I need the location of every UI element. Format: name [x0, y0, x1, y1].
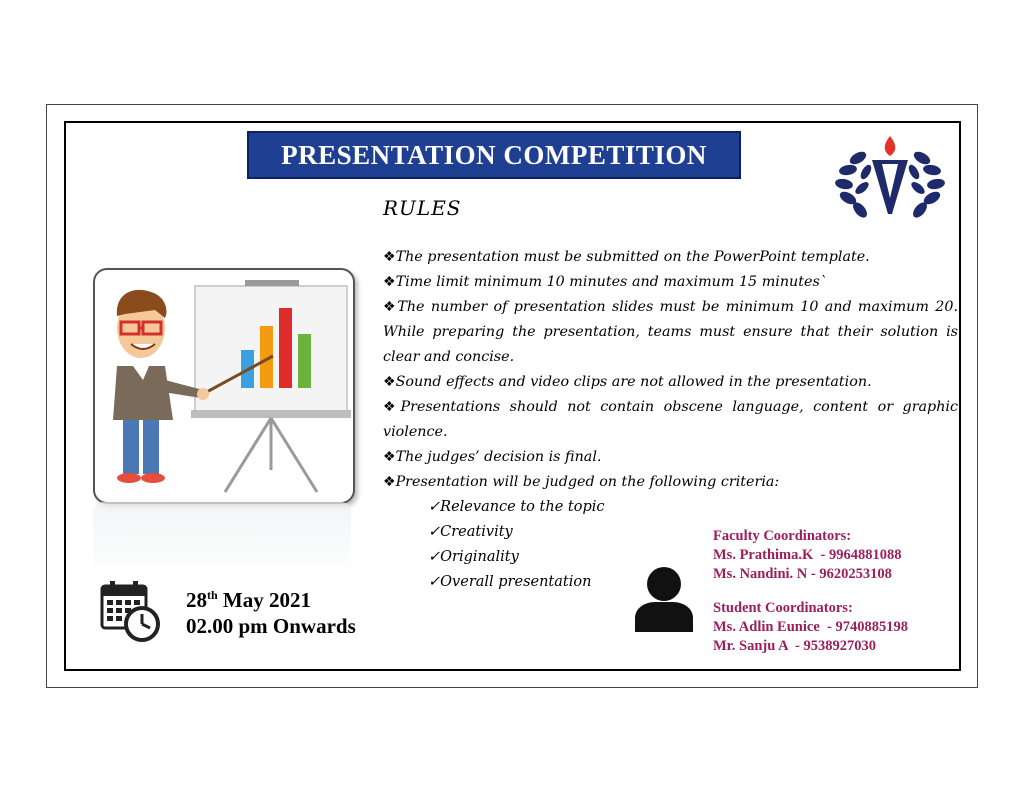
rules-list: [383, 245, 958, 495]
diamond-bullet-icon: ❖: [383, 474, 396, 490]
coordinators: [713, 527, 908, 656]
student-heading: Student Coordinators:: [713, 600, 853, 616]
rule-item: ❖Sound effects and video clips are not allowed in the presentation.: [383, 374, 872, 390]
check-icon: ✓: [428, 524, 441, 540]
person-icon: [633, 566, 695, 632]
criteria-item: ✓Overall presentation: [428, 574, 592, 590]
calendar-clock-icon: [100, 580, 162, 642]
illustration-reflection: [93, 502, 351, 580]
logo-emblem: [820, 128, 960, 228]
event-time: 02.00 pm Onwards: [186, 614, 356, 638]
diamond-bullet-icon: ❖: [383, 249, 396, 265]
presenter-illustration: [93, 268, 355, 504]
faculty-heading: Faculty Coordinators:: [713, 528, 852, 544]
student-item: Ms. Adlin Eunice - 9740885198: [713, 619, 908, 635]
diamond-bullet-icon: ❖: [383, 374, 396, 390]
rule-item: ❖Presentation will be judged on the following criteria:: [383, 474, 780, 490]
rule-item: ❖Time limit minimum 10 minutes and maximum 15 minutes`: [383, 274, 827, 290]
check-icon: ✓: [428, 549, 441, 565]
rules-heading: RULES: [383, 196, 462, 220]
poster-title: PRESENTATION COMPETITION: [247, 131, 741, 179]
rule-item: ❖Presentations should not contain obscene language, content or graphic violence.: [383, 399, 958, 440]
diamond-bullet-icon: ❖: [383, 399, 401, 415]
event-datetime: [186, 582, 356, 639]
criteria-item: ✓Originality: [428, 549, 519, 565]
check-icon: ✓: [428, 499, 441, 515]
diamond-bullet-icon: ❖: [383, 299, 398, 315]
criteria-item: ✓Relevance to the topic: [428, 499, 605, 515]
rule-item: ❖The number of presentation slides must be minimum 10 and maximum 20. While preparing the presentation, teams must ensure that their solution is clear and concise.: [383, 299, 958, 365]
rule-item: ❖The judges’ decision is final.: [383, 449, 602, 465]
check-icon: ✓: [428, 574, 441, 590]
diamond-bullet-icon: ❖: [383, 449, 396, 465]
diamond-bullet-icon: ❖: [383, 274, 396, 290]
criteria-item: ✓Creativity: [428, 524, 513, 540]
faculty-item: Ms. Nandini. N - 9620253108: [713, 566, 892, 582]
rule-item: ❖The presentation must be submitted on the PowerPoint template.: [383, 249, 870, 265]
criteria-list: [428, 495, 604, 595]
student-item: Mr. Sanju A - 9538927030: [713, 638, 877, 654]
event-date: 28th May 2021: [186, 588, 311, 612]
faculty-item: Ms. Prathima.K - 9964881088: [713, 547, 902, 563]
